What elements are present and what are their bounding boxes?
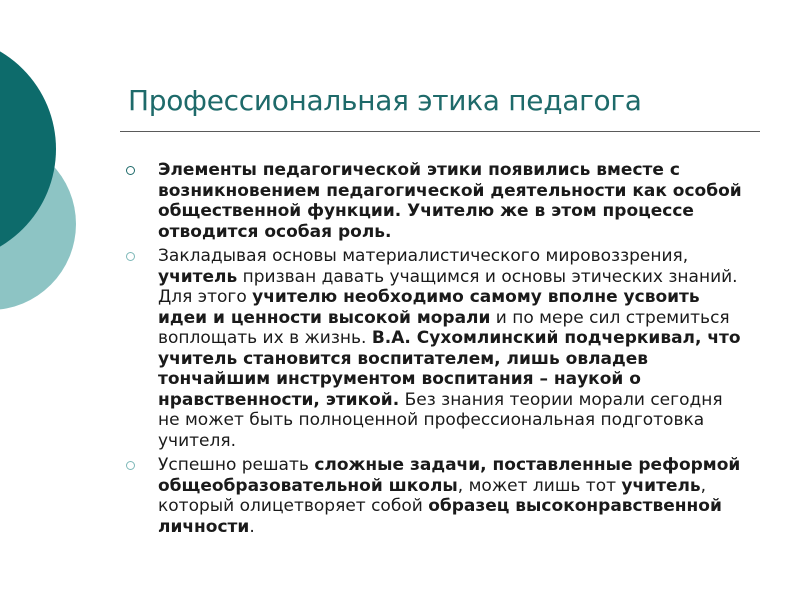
bullet-text (158, 455, 740, 537)
bullet-text (158, 160, 742, 242)
text-plain: и по мере сил стремиться воплощать их в жизнь. (158, 307, 730, 348)
text-bold: учитель (621, 475, 701, 496)
text-plain: Закладывая основы материалистического мировоззрения, (158, 246, 689, 266)
text-bold: учитель (158, 266, 238, 287)
text-plain: Успешно решать (158, 455, 315, 475)
bullet-marker-icon (126, 461, 135, 470)
slide-title: Профессиональная этика педагога (128, 84, 642, 117)
text-plain: Без знания теории морали сегодня не может быть полноценной профессиональная подготовка учителя. (158, 389, 723, 451)
text-plain: . (249, 516, 255, 537)
text-bold: В.А. Сухомлинский подчеркивал, что учитель становится воспитателем, лишь овладев тончайшим инструментом воспитания – наукой о нравственности, этикой. (158, 328, 741, 410)
bullet-marker-icon (126, 166, 135, 175)
text-bold: учителю необходимо самому вполне усвоить идеи и ценности высокой морали (158, 287, 700, 328)
title-divider (120, 131, 760, 132)
text-plain: призван давать учащимся и основы этических знаний. Для этого (158, 266, 738, 307)
bullet-item (124, 160, 748, 242)
text-bold: сложные задачи, поставленные реформой общеобразовательной школы (158, 455, 741, 496)
bullet-item (124, 246, 748, 451)
text-bold: Элементы педагогической этики появились вместе с возникновением педагогической деятельности как особой общественной функции. Учителю же в этом процессе отводится особая роль. (158, 160, 742, 242)
bullet-item (124, 455, 748, 537)
bullet-text (158, 246, 741, 451)
bullet-list (124, 160, 748, 541)
bullet-marker-icon (126, 252, 135, 261)
text-plain: , может лишь тот (457, 475, 622, 496)
text-bold: образец высоконравственной личности (158, 496, 722, 537)
text-plain: , который олицетворяет собой (158, 475, 707, 516)
